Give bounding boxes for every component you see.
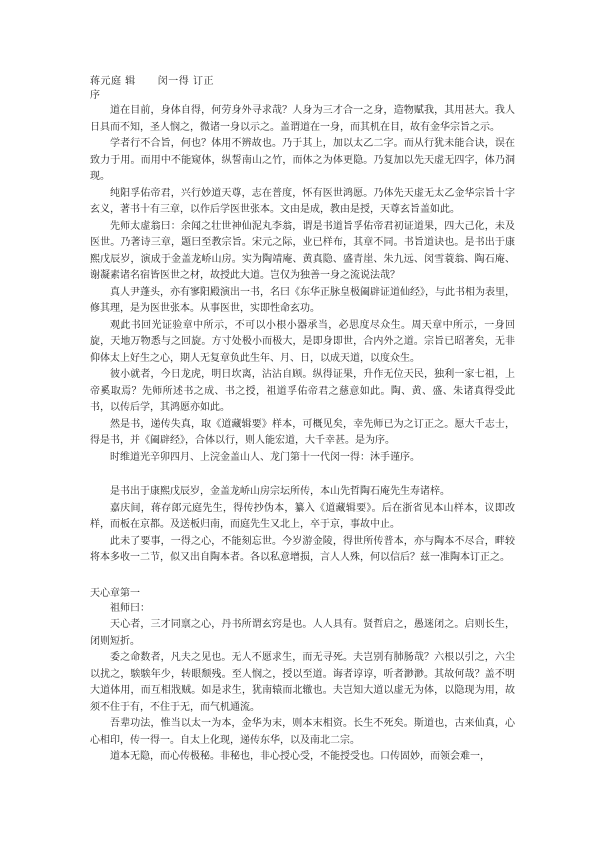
preface-paragraph: 学者行不合旨，何也？体用不辨故也。乃于其上，加以太乙二字。而从行犹未能合诀，误在致力于用。而用中不能窥体，纵誓南山之竹，而体之为体更隐。乃复加以先天虚无四字，体乃洞现。 bbox=[90, 138, 515, 182]
preface-paragraph: 真人尹蓬头，亦有寥阳殿演出一书，名曰《东华正脉皇极阖辟证道仙经》，与此书相为表里，修其理，是为医世张本。从事医世，实即性命玄功。 bbox=[90, 286, 515, 314]
compiler-credit: 蒋元庭 辑 bbox=[90, 76, 136, 87]
chapter-speaker: 祖师曰： bbox=[110, 602, 150, 614]
chapter-paragraph: 委之命数者，凡夫之见也。无人不愿求生，而无寻死。夫岂别有肺肠哉？六根以引之，六尘以扰之，騃騃年少，转眼颓残。至人悯之，授以至道。诲者谆谆，听者渺渺。其故何哉？盖不明大道体用，而互相戕贼。如是求生，犹南辕而北辙也。夫岂知大道以虚无为体，以隐现为用，故须不住于有，不住于无，而气机通流。 bbox=[90, 652, 515, 713]
document-body bbox=[90, 75, 515, 766]
afterword-paragraph: 此未了要事，一得之心，不能刻忘世。今岁游金陵，得世所传普本，亦与陶本不尽合，畔较将本多收一二节，似又出自陶本者。各以私意增损，言人人殊，何以信后？兹一准陶本订正之。 bbox=[90, 535, 515, 563]
afterword-paragraph: 是书出于康熙戊辰岁，金盖龙峤山房宗坛所传，本山先哲陶石庵先生寿诸梓。 bbox=[110, 486, 450, 497]
preface-paragraph: 观此书回光证验章中所示，不可以小根小器承当，必思度尽众生。周天章中所示，一身回旋，天地万物悉与之回旋。方寸处极小而极大，是即身即世，合内外之道。宗旨已昭著矣，无非仰体太上好生之心，期人无复章负此生年、月、日，以成天道，以度众生。 bbox=[90, 319, 515, 364]
header-line bbox=[90, 75, 515, 89]
preface-paragraph: 先师太虚翁曰：余闻之壮世神仙泥丸李翁，谓是书道旨孚佑帝君初证道果，四大己化，未及医世。乃著诗三章，题曰至教宗旨。宋元之际，业已样布，其章不同。书旨道诀也。是书出于康熙戊辰岁，演成于金盖龙峤山房。实为陶靖庵、黄真隐、盛青崖、朱九远、闵雪蓑翁、陶石庵、谢凝素诸名宿皆医世之材，故授此大道。岂仅为独善一身之流说法哉？ bbox=[90, 220, 515, 281]
chapter-paragraph: 吾辈功法，惟当以太一为本，金华为末，则本末相资。长生不死矣。斯道也，古来仙真，心心相印，传一得一。自太上化现，递传东华，以及南北二宗。 bbox=[90, 718, 515, 746]
preface-signature: 时维道光辛卯四月、上浣金盖山人、龙门第十一代闵一得：沐手谨序。 bbox=[110, 451, 420, 463]
preface-paragraph: 道在目前，身体自得，何劳身外寻求哉？人身为三才合一之身，造物赋我，其用甚大。我人日具而不知，圣人悯之，微诸一身以示之。盖谓道在一身，而其机在目，故有金华宗旨之示。 bbox=[90, 105, 515, 133]
afterword-paragraph: 嘉庆间，蒋存郎元庭先生，得传抄伪本，纂入《道藏辑要》。后在浙省见本山样本，议即改样，而板在京都。及送板归南，而庭先生又北上，卒于京，事故中止。 bbox=[90, 502, 515, 530]
preface-paragraph: 纯阳孚佑帝君，兴行妙道天尊，志在普度，怀有医世鸿愿。乃体先天虚无太乙金华宗旨十字玄义，著书十有三章，以作后学医世张本。文由是成，教由是授，天尊玄旨盖如此。 bbox=[90, 187, 515, 215]
preface-paragraph: 彼小就者，今日龙虎，明日坎离，沾沾自顾。纵得证果，升作无位天民，独利一家七祖，上帝奚取焉？先师所述书之成、书之授，祖道孚佑帝君之慈意如此。陶、黄、盛、朱诸真得受此书，以传后学，其鸿愿亦如此。 bbox=[90, 369, 515, 413]
spacer bbox=[90, 466, 515, 484]
editor-credit: 闵一得 订正 bbox=[157, 76, 214, 87]
chapter-paragraph: 道本无隐，而心传极秘。非秘也，非心授心受，不能授受也。口传固妙，而领会难一， bbox=[110, 751, 490, 762]
preface-title: 序 bbox=[90, 90, 100, 101]
preface-paragraph: 然是书，递传失真，取《道藏辑要》样本，可概见矣，幸先师已为之订正之。愿大千志士，得是书，并《阖辟经》，合体以行，则人能宏道，大千幸甚。是为序。 bbox=[90, 418, 515, 446]
spacer bbox=[90, 567, 515, 587]
chapter-paragraph: 天心者，三才同禀之心，丹书所谓玄窍是也。人人具有。贤哲启之，愚迷闭之。启则长生，闭则短折。 bbox=[90, 619, 515, 647]
chapter-title: 天心章第一 bbox=[90, 587, 140, 599]
